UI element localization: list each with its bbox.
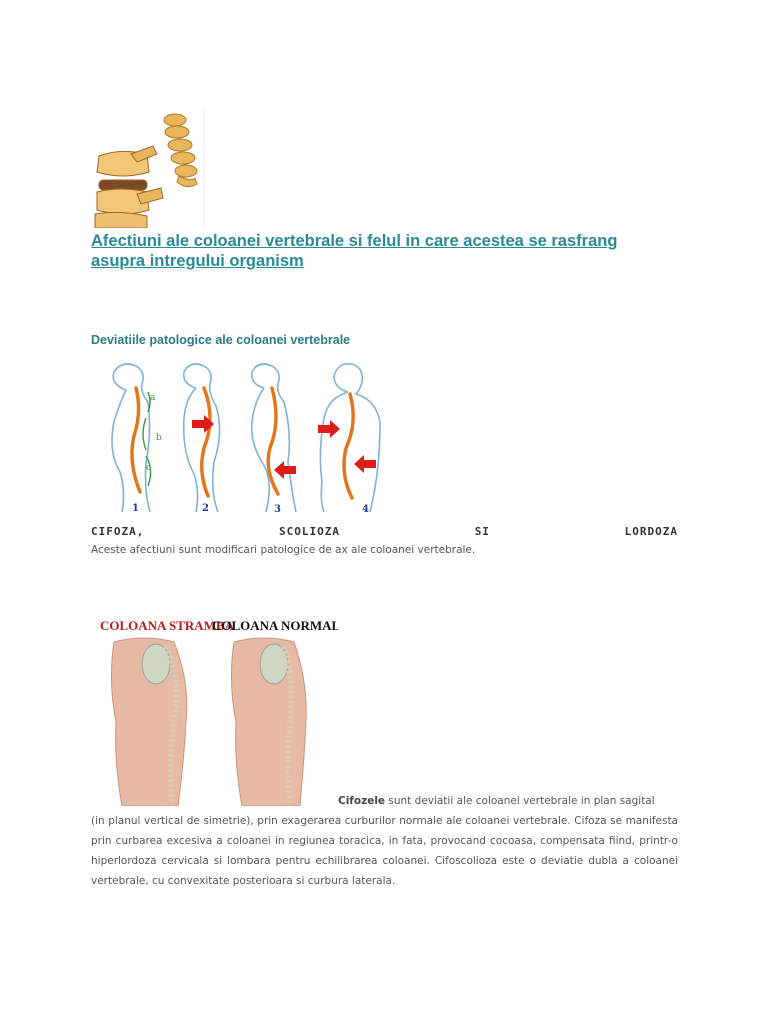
condition-word-si: SI [474,525,490,538]
curve-label-b: b [156,433,162,443]
label-coloana-stramba: COLOANA STRAMBA [100,618,234,633]
article-title-link[interactable]: Afectiuni ale coloanei vertebrale si felul in care acestea se rasfrang asupra intregului organism [91,232,618,270]
condition-word-scolioza: SCOLIOZA [279,525,341,538]
figure-number-2: 2 [202,503,209,514]
spine-thumbnail-image [91,110,206,228]
kyphosis-term: Cifozele [338,795,386,807]
conditions-line [91,525,678,538]
figure-number-4: 4 [362,504,369,515]
curve-label-c: c [146,463,152,473]
figure-number-1: 1 [132,503,139,514]
label-coloana-normala: COLOANA NORMALA [212,618,338,633]
kyphosis-paragraph [91,791,678,891]
posture-deviations-figure [96,362,396,518]
kyphosis-body: (in planul vertical de simetrie), prin exagerarea curburilor normale ale coloanei vertebrale. Cifoza se manifesta prin curbarea excesiva a coloanei in regiunea toracica, in fata, provocand cocoasa, compensata fiind, printr-o hiperlordoza cervicala si lombara pentru echilibrarea coloanei. Cifoscolioza este o deviatie dubla a coloanei vertebrale, cu convexitate posterioara si curbura laterala. [91,815,678,887]
section-heading: Deviatiile patologice ale coloanei vertebrale [91,333,351,347]
condition-word-cifoza: CIFOZA, [91,525,145,538]
kyphosis-line1: sunt deviatii ale coloanei vertebrale in plan sagital [385,795,655,807]
curve-label-a: a [150,393,156,403]
spine-comparison-figure [94,612,338,806]
conditions-description: Aceste afectiuni sunt modificari patologice de ax ale coloanei vertebrale. [91,544,476,556]
figure-number-3: 3 [274,504,281,515]
condition-word-lordoza: LORDOZA [624,525,678,538]
